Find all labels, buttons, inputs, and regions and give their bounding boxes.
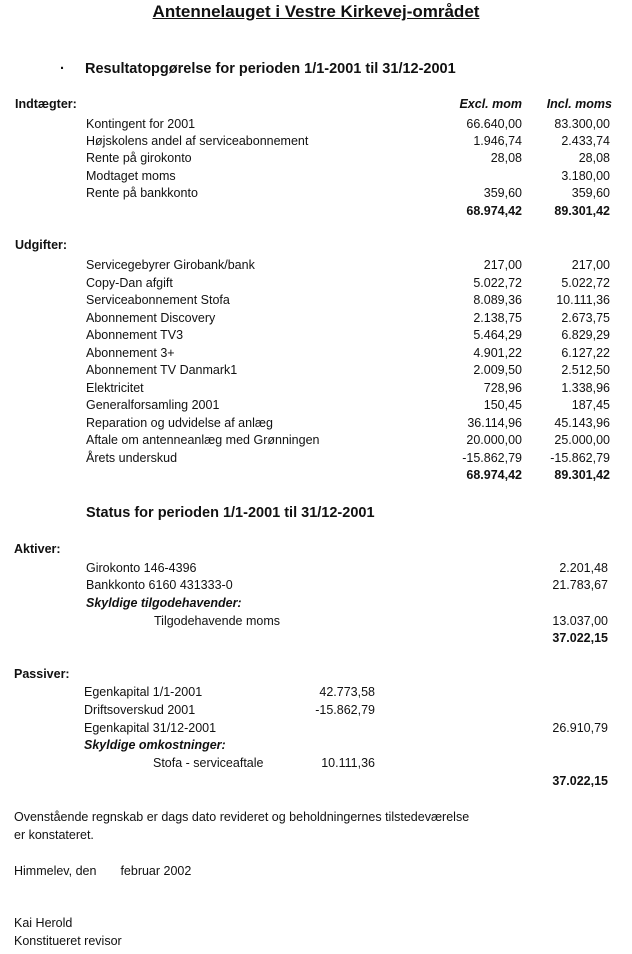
expense-row-excl: 217,00 [483,258,522,272]
expense-row-label: Abonnement TV Danmark1 [86,363,238,377]
operating-result-value: -15.862,79 [315,703,375,717]
expense-row-label: Reparation og udvidelse af anlæg [86,416,273,430]
income-row-incl: 359,60 [571,186,610,200]
income-row-excl: 1.946,74 [473,134,522,148]
liabilities-subheading: Skyldige omkostninger: [84,738,226,752]
expense-row-incl: 217,00 [571,258,610,272]
expense-row-label: Servicegebyrer Girobank/bank [86,258,255,272]
income-row-excl: 359,60 [483,186,522,200]
expenses-section-label: Udgifter: [15,238,68,252]
expense-row-label: Elektricitet [86,381,144,395]
income-statement-heading [60,61,456,77]
equity-end-value: 26.910,79 [552,721,608,735]
asset-row-value: 2.201,48 [559,561,608,575]
operating-result-label: Driftsoverskud 2001 [84,703,196,717]
assets-subheading: Skyldige tilgodehavender: [86,596,242,610]
expense-row-excl: 5.464,29 [473,328,522,342]
expense-row-incl: 2.673,75 [561,311,610,325]
income-total-incl: 89.301,42 [554,204,610,218]
income-row-incl: 2.433,74 [561,134,610,148]
asset-row-label: Girokonto 146-4396 [86,561,197,575]
liabilities-section-label: Passiver: [14,667,70,681]
liability-subrow-label: Stofa - serviceaftale [153,756,264,770]
audit-statement-line-1: Ovenstående regnskab er dags dato revideret og beholdningernes tilstedeværelse [14,810,470,824]
expense-row-excl: 4.901,22 [473,346,522,360]
asset-row-value: 21.783,67 [552,578,608,592]
income-section-label: Indtægter: [15,97,77,111]
income-row-label: Højskolens andel af serviceabonnement [86,134,309,148]
equity-end-label: Egenkapital 31/12-2001 [84,721,217,735]
expense-row-label: Serviceabonnement Stofa [86,293,230,307]
income-row-incl: 28,08 [578,151,610,165]
asset-subrow-label: Tilgodehavende moms [154,614,280,628]
income-row-incl: 3.180,00 [561,169,610,183]
expense-row-incl: 6.127,22 [561,346,610,360]
expense-row-incl: 1.338,96 [561,381,610,395]
expenses-total-incl: 89.301,42 [554,468,610,482]
expense-row-excl: 36.114,96 [467,416,522,430]
expense-row-incl: 187,45 [571,398,610,412]
document-title: Antennelauget i Vestre Kirkevej-området [152,2,480,21]
col-header-excl: Excl. mom [459,97,522,111]
equity-start-value: 42.773,58 [319,685,375,699]
expense-row-label: Copy-Dan afgift [86,276,173,290]
equity-start-label: Egenkapital 1/1-2001 [84,685,203,699]
place-date [14,864,191,878]
expense-row-label: Abonnement 3+ [86,346,175,360]
income-row-incl: 83.300,00 [554,117,610,131]
expense-row-excl: 20.000,00 [466,433,522,447]
income-row-excl: 66.640,00 [466,117,522,131]
expense-row-excl: 2.009,50 [473,363,522,377]
expense-row-label: Årets underskud [86,451,178,465]
income-row-label: Modtaget moms [86,169,176,183]
income-row-excl: 28,08 [490,151,522,165]
expense-row-excl: 728,96 [483,381,522,395]
expense-row-label: Abonnement Discovery [86,311,216,325]
expense-row-excl: 150,45 [483,398,522,412]
expense-row-incl: -15.862,79 [550,451,610,465]
asset-subrow-value: 13.037,00 [552,614,608,628]
income-total-excl: 68.974,42 [466,204,522,218]
expense-row-incl: 45.143,96 [554,416,610,430]
audit-statement-line-2: er konstateret. [14,828,94,842]
expense-row-incl: 10.111,36 [556,293,610,307]
signer-title: Konstitueret revisor [14,934,122,948]
expense-row-incl: 5.022,72 [561,276,610,290]
expense-row-incl: 6.829,29 [561,328,610,342]
place-date-prefix: Himmelev, den [14,864,97,878]
status-heading: Status for perioden 1/1-2001 til 31/12-2001 [86,505,375,521]
expenses-total-excl: 68.974,42 [466,468,522,482]
expense-row-excl: 8.089,36 [473,293,522,307]
expense-row-excl: 2.138,75 [473,311,522,325]
expense-row-label: Aftale om antenneanlæg med Grønningen [86,433,320,447]
income-statement-heading-text: Resultatopgørelse for perioden 1/1-2001 til 31/12-2001 [84,61,456,77]
expense-row-label: Generalforsamling 2001 [86,398,220,412]
place-date-month: februar 2002 [120,864,192,878]
signer-name: Kai Herold [14,916,73,930]
expense-row-incl: 25.000,00 [554,433,610,447]
liability-subrow-value: 10.111,36 [321,756,375,770]
col-header-incl: Incl. moms [546,97,612,111]
expense-row-excl: 5.022,72 [473,276,522,290]
income-row-label: Rente på bankkonto [86,186,198,200]
income-row-label: Kontingent for 2001 [86,117,196,131]
expense-row-label: Abonnement TV3 [86,328,184,342]
assets-total: 37.022,15 [552,631,608,645]
income-row-label: Rente på girokonto [86,151,192,165]
assets-section-label: Aktiver: [14,542,61,556]
liabilities-total: 37.022,15 [552,774,608,788]
bullet: · [60,61,85,77]
expense-row-incl: 2.512,50 [561,363,610,377]
expense-row-excl: -15.862,79 [462,451,522,465]
asset-row-label: Bankkonto 6160 431333-0 [86,578,233,592]
